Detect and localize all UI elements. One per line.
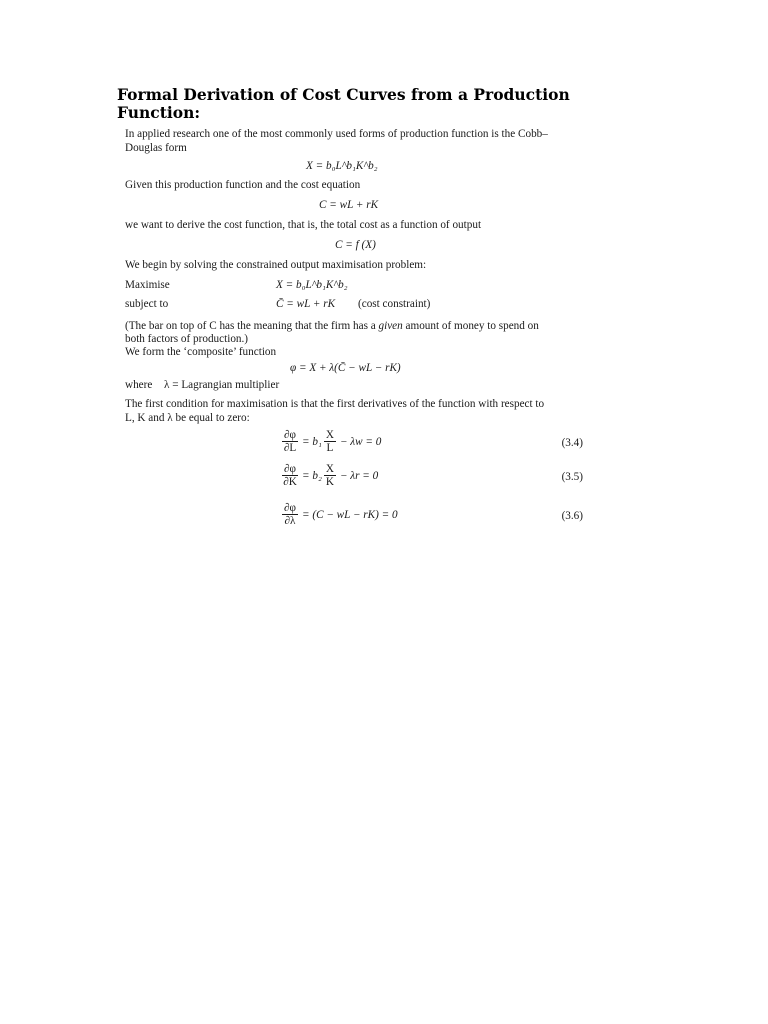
bar-note-line-2: both factors of production.) xyxy=(125,333,249,345)
equation-cobb-douglas: X = b₀L^b₁K^b₂ xyxy=(306,160,378,172)
equation-label-3-4: (3.4) xyxy=(561,437,583,449)
equation-cost: C = wL + rK xyxy=(319,199,379,211)
intro-line-1: In applied research one of the most commonly used forms of production function is the Cobb– xyxy=(125,128,548,140)
want-line: we want to derive the cost function, that is, the total cost as a function of output xyxy=(125,219,482,231)
where-label: where xyxy=(125,379,153,391)
scanned-text-block xyxy=(120,126,595,536)
eq34-frac-numerator: X xyxy=(325,429,334,441)
where-text: λ = Lagrangian multiplier xyxy=(164,379,280,391)
eq35-coefficient: = b₂ xyxy=(302,469,322,482)
given-line: Given this production function and the cost equation xyxy=(125,179,361,191)
equation-3-6 xyxy=(280,502,398,527)
eq34-coefficient: = b₁ xyxy=(302,435,322,448)
eq35-lhs-denominator: ∂K xyxy=(283,476,297,488)
equation-label-3-6: (3.6) xyxy=(561,510,583,522)
eq34-frac-denominator: L xyxy=(326,442,334,454)
cost-constraint-note: (cost constraint) xyxy=(358,298,431,310)
bar-note-line-1: (The bar on top of C has the meaning that the firm has a given amount of money to spend on xyxy=(125,320,539,332)
heading-line-1: Formal Derivation of Cost Curves from a Production xyxy=(117,85,570,104)
eq34-rest: − λw = 0 xyxy=(339,435,382,448)
eq35-frac-numerator: X xyxy=(325,463,334,475)
heading-line-2: Function: xyxy=(117,103,201,122)
first-condition-line-1: The first condition for maximisation is that the first derivatives of the function with respect to xyxy=(125,398,545,410)
form-line: We form the ‘composite’ function xyxy=(125,346,277,358)
equation-3-5 xyxy=(280,463,378,488)
eq35-rest: − λr = 0 xyxy=(339,469,379,482)
document-heading xyxy=(117,86,607,122)
equation-label-3-5: (3.5) xyxy=(561,471,583,483)
maximise-label: Maximise xyxy=(125,279,170,291)
subject-equation: C̄ = wL + rK xyxy=(276,298,336,310)
equation-3-4 xyxy=(280,429,381,454)
first-condition-line-2: L, K and λ be equal to zero: xyxy=(125,412,250,424)
equation-cost-function: C = f (X) xyxy=(335,239,376,251)
subject-to-label: subject to xyxy=(125,298,169,310)
eq35-lhs-numerator: ∂φ xyxy=(284,463,296,475)
eq36-lhs-denominator: ∂λ xyxy=(284,515,296,527)
maximise-equation: X = b₀L^b₁K^b₂ xyxy=(276,279,348,291)
intro-line-2: Douglas form xyxy=(125,142,187,154)
eq34-lhs-denominator: ∂L xyxy=(283,442,297,454)
equation-composite: φ = X + λ(C̄ − wL − rK) xyxy=(290,362,401,374)
eq35-frac-denominator: K xyxy=(325,476,334,488)
eq36-rest: = (C − wL − rK) = 0 xyxy=(302,508,398,521)
eq34-lhs-numerator: ∂φ xyxy=(284,429,296,441)
begin-line: We begin by solving the constrained output maximisation problem: xyxy=(125,259,427,271)
eq36-lhs-numerator: ∂φ xyxy=(284,502,296,514)
